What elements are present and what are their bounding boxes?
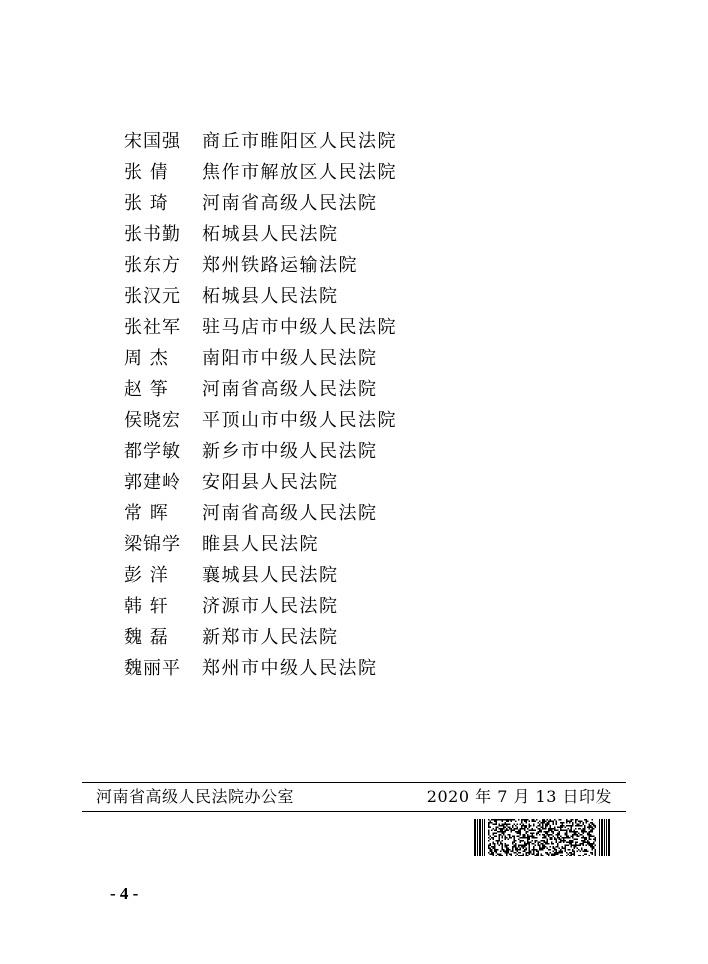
court-name: 新郑市人民法院 xyxy=(202,627,339,648)
person-name: 都学敏 xyxy=(124,441,181,462)
footer-top-rule xyxy=(82,782,626,783)
list-item xyxy=(124,560,397,591)
court-name: 平顶山市中级人民法院 xyxy=(202,410,397,431)
list-item xyxy=(124,529,397,560)
person-name: 彭 洋 xyxy=(124,565,169,586)
court-name: 郑州铁路运输法院 xyxy=(202,255,358,276)
person-name: 魏 磊 xyxy=(124,627,169,648)
court-name: 襄城县人民法院 xyxy=(202,565,339,586)
list-item xyxy=(124,281,397,312)
person-name: 张社军 xyxy=(124,317,181,338)
list-item xyxy=(124,219,397,250)
person-name: 宋国强 xyxy=(124,131,181,152)
person-name: 张书勤 xyxy=(124,224,181,245)
list-item xyxy=(124,591,397,622)
list-item xyxy=(124,157,397,188)
person-name: 张 琦 xyxy=(124,193,169,214)
court-name: 睢县人民法院 xyxy=(202,534,319,555)
court-name: 河南省高级人民法院 xyxy=(202,503,378,524)
list-item xyxy=(124,250,397,281)
court-name: 柘城县人民法院 xyxy=(202,224,339,245)
court-name: 济源市人民法院 xyxy=(202,596,339,617)
court-name: 南阳市中级人民法院 xyxy=(202,348,378,369)
footer-bottom-rule xyxy=(82,811,626,812)
court-name: 河南省高级人民法院 xyxy=(202,379,378,400)
court-name: 驻马店市中级人民法院 xyxy=(202,317,397,338)
list-item xyxy=(124,622,397,653)
list-item xyxy=(124,405,397,436)
court-name: 河南省高级人民法院 xyxy=(202,193,378,214)
court-name: 柘城县人民法院 xyxy=(202,286,339,307)
person-name: 梁锦学 xyxy=(124,534,181,555)
person-name: 周 杰 xyxy=(124,348,169,369)
issue-date: 2020 年 7 月 13 日印发 xyxy=(426,787,612,806)
list-item xyxy=(124,126,397,157)
issuing-office: 河南省高级人民法院办公室 xyxy=(96,787,295,806)
list-item xyxy=(124,188,397,219)
list-item xyxy=(124,312,397,343)
barcode-icon xyxy=(474,819,610,856)
page-number: - 4 - xyxy=(110,884,139,903)
person-name: 常 晖 xyxy=(124,503,169,524)
person-name: 韩 轩 xyxy=(124,596,169,617)
person-name: 张汉元 xyxy=(124,286,181,307)
list-item xyxy=(124,343,397,374)
person-name: 郭建岭 xyxy=(124,472,181,493)
list-item xyxy=(124,374,397,405)
person-name: 张 倩 xyxy=(124,162,169,183)
court-name: 焦作市解放区人民法院 xyxy=(202,162,397,183)
person-name: 张东方 xyxy=(124,255,181,276)
list-item xyxy=(124,653,397,684)
court-name: 郑州市中级人民法院 xyxy=(202,658,378,679)
person-name: 魏丽平 xyxy=(124,658,181,679)
list-item xyxy=(124,498,397,529)
list-item xyxy=(124,436,397,467)
name-court-list xyxy=(124,126,397,684)
court-name: 安阳县人民法院 xyxy=(202,472,339,493)
list-item xyxy=(124,467,397,498)
person-name: 侯晓宏 xyxy=(124,410,181,431)
person-name: 赵 筝 xyxy=(124,379,169,400)
court-name: 商丘市睢阳区人民法院 xyxy=(202,131,397,152)
court-name: 新乡市中级人民法院 xyxy=(202,441,378,462)
